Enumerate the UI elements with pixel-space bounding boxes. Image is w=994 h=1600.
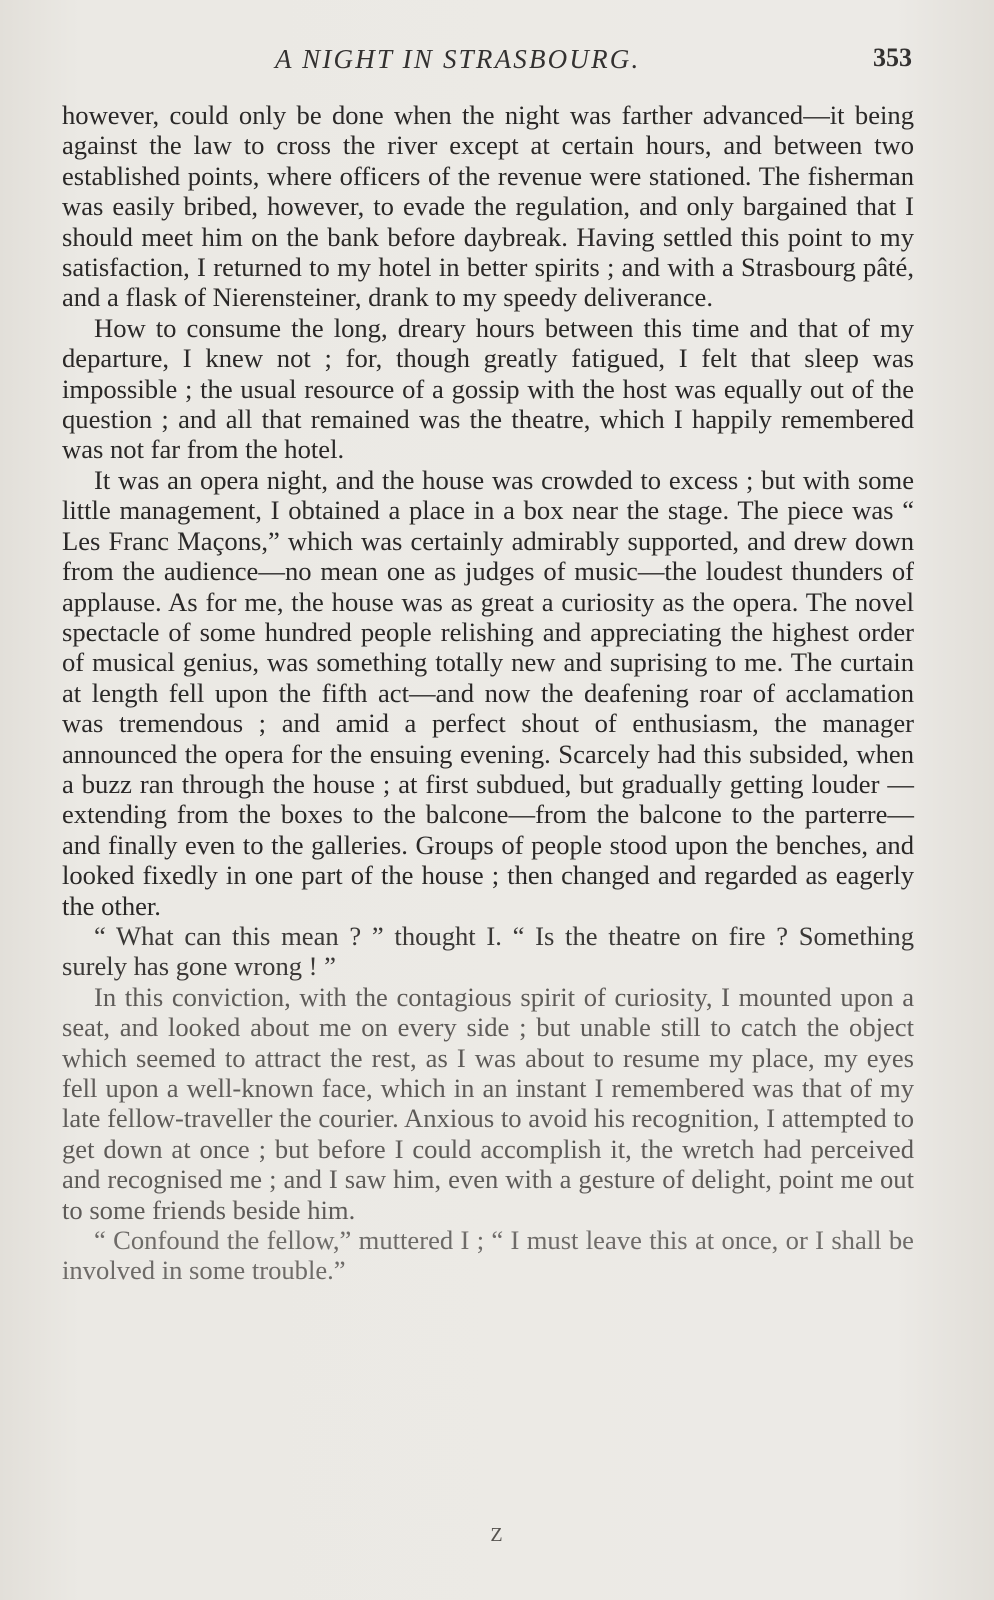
paragraph-courier-recognition: In this conviction, with the contagious spirit of curiosity, I mounted upon a seat, and looked about me on every side ; but unable still to catch the object which seemed to attract the rest, as I was about to resume my place, my eyes fell upon a well-known face, which in an instant I remembered was that of my late fellow-traveller the courier. Anxious to avoid his recognition, I attempted to get down at once ; but before I could accomplish it, the wretch had perceived and recognised me ; and I saw him, even with a gesture of delight, point me out to some friends beside him.: [62, 981, 914, 1225]
page-number: 353: [873, 43, 912, 72]
paragraph-sleepless-hours: How to consume the long, dreary hours between this time and that of my departure, I knew not ; for, though greatly fatigued, I felt that sleep was impossible ; the usual resource of a gossip with the host was equally out of the question ; and all that remained was the theatre, which I happily remembered was not far from the hotel.: [62, 312, 914, 465]
body-text: [62, 100, 914, 1286]
signature-mark: Z: [490, 1524, 504, 1546]
paragraph-opera-night: It was an opera night, and the house was crowded to excess ; but with some little management, I obtained a place in a box near the stage. The piece was “ Les Franc Maçons,” which was certainly admirably supported, and drew down from the audience—no mean one as judges of music—the loudest thunders of applause. As for me, the house was as great a curiosity as the opera. The novel spectacle of some hundred people relishing and appreciating the highest order of musical genius, was something totally new and suprising to me. The curtain at length fell upon the fifth act—and now the deafening roar of acclamation was tremendous ; and amid a perfect shout of enthusiasm, the manager announced the opera for the ensuing evening. Scarcely had this subsided, when a buzz ran through the house ; at first subdued, but gradually getting louder — extending from the boxes to the balcone—from the balcone to the parterre—and finally even to the galleries. Groups of people stood upon the benches, and looked fixedly in one part of the house ; then changed and regarded as eagerly the other.: [62, 464, 914, 921]
running-head: [0, 44, 994, 84]
paragraph-continuation: however, could only be done when the night was farther advanced—it being against the law to cross the river except at certain hours, and between two established points, where officers of the revenue were stationed. The fisherman was easily bribed, however, to evade the regulation, and only bargained that I should meet him on the bank before daybreak. Having settled this point to my satisfaction, I returned to my hotel in better spirits ; and with a Strasbourg pâté, and a flask of Nierensteiner, drank to my speedy deliverance.: [62, 100, 914, 313]
paragraph-theatre-question: “ What can this mean ? ” thought I. “ Is the theatre on fire ? Something surely has gone wrong ! ”: [62, 920, 914, 982]
paragraph-confound-fellow: “ Confound the fellow,” muttered I ; “ I must leave this at once, or I shall be involved in some trouble.”: [62, 1225, 914, 1286]
running-title: A NIGHT IN STRASBOURG.: [275, 44, 641, 74]
